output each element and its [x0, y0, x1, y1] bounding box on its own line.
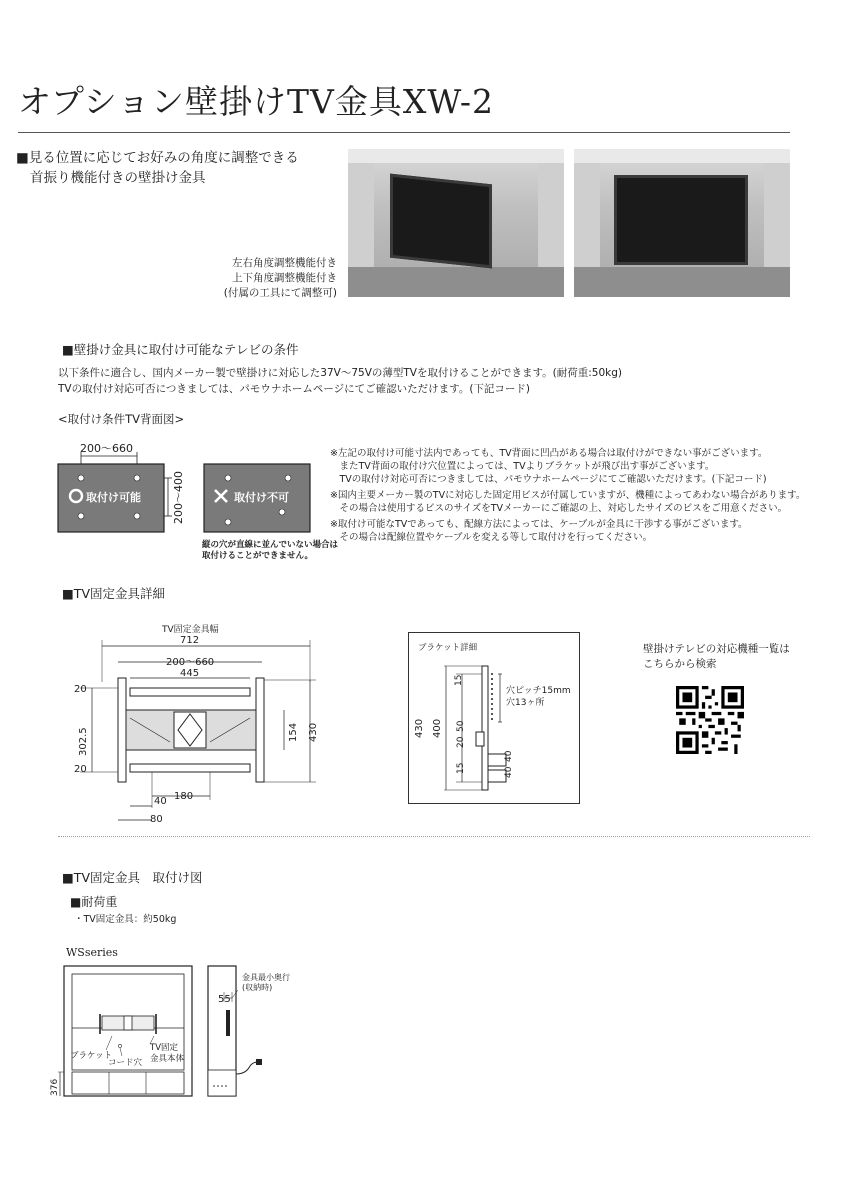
ng-label: 取付け不可 — [234, 491, 289, 504]
photo-caption: 左右角度調整機能付き 上下角度調整機能付き (付属の工具にて調整可) — [223, 257, 337, 299]
label-cord-hole: コード穴 — [108, 1058, 143, 1068]
intro-line-2: 首振り機能付きの壁掛け金具 — [30, 170, 206, 186]
bracket-dim-40-b: 40 — [504, 750, 514, 762]
dim-20-bottom: 20 — [74, 764, 87, 775]
conditions-notes: ※左記の取付け可能寸法内であっても、TV背面に凹凸がある場合は取付けができない事がございます。 またTV背面の取付け穴位置によっては、TVよりブラケットが飛び出す事がございます。 TVの取付け対応可否につきましては、パモウナホームページにてご確認いただけます。(下記コード) ※国内主要メーカー製のTVに対応した固定用ビスが付属していますが、機種によってあわない場合があります。 その場合は使用するビスのサイズをTVメーカーにご確認の上、対応したサイズのビスをご用意ください。 ※取付け可能なTVであっても、配線方法によっては、ケーブルが金具に干渉する事がございます。 その場合は配線位置やケーブルを変える等して取付けを行ってください。 — [330, 448, 806, 543]
hole-pitch-note: 穴ピッチ15mm 穴13ヶ所 — [506, 686, 571, 708]
ng-note: 縦の穴が直線に並んでいない場合は 取付けることができません。 — [202, 540, 339, 561]
dim-302-5: 302.5 — [78, 727, 89, 756]
series-label: WSseries — [66, 946, 118, 959]
detail-heading: ■TV固定金具詳細 — [62, 586, 165, 601]
bracket-detail-title: ブラケット詳細 — [418, 643, 478, 653]
load-subheading: ■耐荷重 — [70, 895, 118, 909]
dim-height-label: 200〜400 — [172, 471, 185, 524]
section-divider — [58, 836, 810, 837]
dim-180: 180 — [174, 791, 194, 802]
dim-20-top: 20 — [74, 684, 87, 695]
bracket-dim-40-a: 40 — [504, 766, 514, 778]
bracket-dim-15-top: 15 — [454, 674, 464, 686]
photo-tv-angled-left — [348, 149, 564, 297]
dim-154: 154 — [288, 722, 299, 742]
back-diagram-title: <取付け条件TV背面図> — [58, 412, 185, 426]
load-value: ・TV固定金具：約50kg — [74, 914, 177, 925]
qr-code[interactable] — [676, 686, 744, 754]
dim-430: 430 — [308, 722, 319, 742]
dim-80: 80 — [150, 814, 163, 825]
dim-55: 55 — [218, 994, 231, 1005]
intro-text — [16, 148, 299, 188]
bracket-dim-430: 430 — [414, 718, 425, 738]
qr-caption: 壁掛けテレビの対応機種一覧は こちらから検索 — [643, 643, 790, 670]
dim-712: 712 — [180, 635, 200, 646]
dim-40: 40 — [154, 796, 167, 807]
bracket-dim-15-bottom: 15 — [456, 762, 466, 774]
conditions-text-1: 以下条件に適合し、国内メーカー製で壁掛けに対応した37V〜75Vの薄型TVを取付けることができます。(耐荷重:50kg) — [58, 367, 622, 379]
ok-label: 取付け可能 — [86, 491, 141, 504]
label-bracket: ブラケット — [70, 1051, 113, 1061]
conditions-heading: ■壁掛け金具に取付け可能なテレビの条件 — [62, 342, 299, 357]
install-heading: ■TV固定金具 取付け図 — [62, 870, 203, 885]
dim-200-660: 200〜660 — [166, 657, 215, 668]
title-divider — [18, 132, 790, 133]
intro-line-1: ■見る位置に応じてお好みの角度に調整できる — [16, 150, 299, 166]
bracket-dim-400: 400 — [432, 718, 443, 738]
dim-width-label: 200〜660 — [80, 442, 133, 455]
bracket-dim-20: 20 — [456, 736, 466, 748]
min-depth-note: 金具最小奥行 (収納時) — [242, 973, 290, 992]
page-title: オプション壁掛けTV金具XW-2 — [18, 82, 495, 121]
label-tv-mount-body: TV固定 金具本体 — [150, 1043, 185, 1064]
dim-376: 376 — [50, 1078, 60, 1096]
photo-tv-facing-front — [574, 149, 790, 297]
conditions-text-2: TVの取付け対応可否につきましては、パモウナホームページにてご確認いただけます。(下記コード) — [58, 383, 531, 395]
bracket-dim-50: 50 — [456, 720, 466, 732]
dim-445: 445 — [180, 668, 200, 679]
bracket-width-label: TV固定金具幅 — [162, 625, 219, 635]
